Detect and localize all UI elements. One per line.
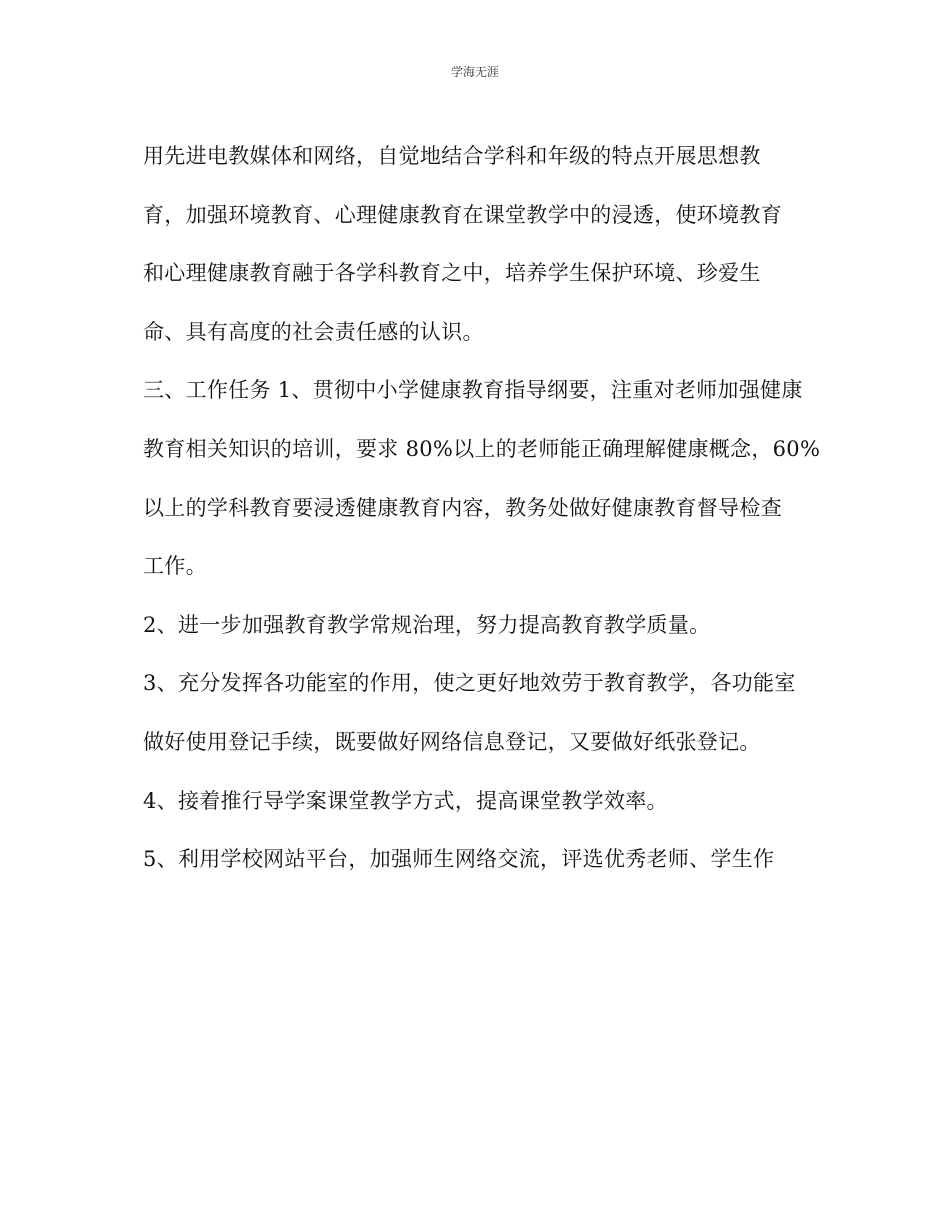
text-line: 工作。 [143,554,207,579]
text-line: 2、进一步加强教育教学常规治理，努力提高教育教学质量。 [143,612,711,637]
text-line: 三、工作任务 1、贯彻中小学健康教育指导纲要，注重对老师加强健康 [143,378,803,403]
text-line: 5、利用学校网站平台，加强师生网络交流，评选优秀老师、学生作 [143,847,775,872]
document-body [143,136,823,898]
text-line: 育，加强环境教育、心理健康教育在课堂教学中的浸透，使环境教育 [143,202,782,227]
text-line: 4、接着推行导学案课堂教学方式，提高课堂教学效率。 [143,788,668,813]
text-line: 以上的学科教育要浸透健康教育内容，教务处做好健康教育督导检查 [143,495,782,520]
text-line: 3、充分发挥各功能室的作用，使之更好地效劳于教育教学，各功能室 [143,671,796,696]
page-header: 学海无涯 [450,65,499,79]
text-line: 命、具有高度的社会责任感的认识。 [143,319,484,344]
text-line: 用先进电教媒体和网络，自觉地结合学科和年级的特点开展思想教 [143,144,761,168]
text-line: 和心理健康教育融于各学科教育之中，培养学生保护环境、珍爱生 [143,261,761,286]
text-line: 教育相关知识的培训，要求 80%以上的老师能正确理解健康概念，60% [143,436,821,461]
text-line: 做好使用登记手续，既要做好网络信息登记，又要做好纸张登记。 [143,729,761,754]
